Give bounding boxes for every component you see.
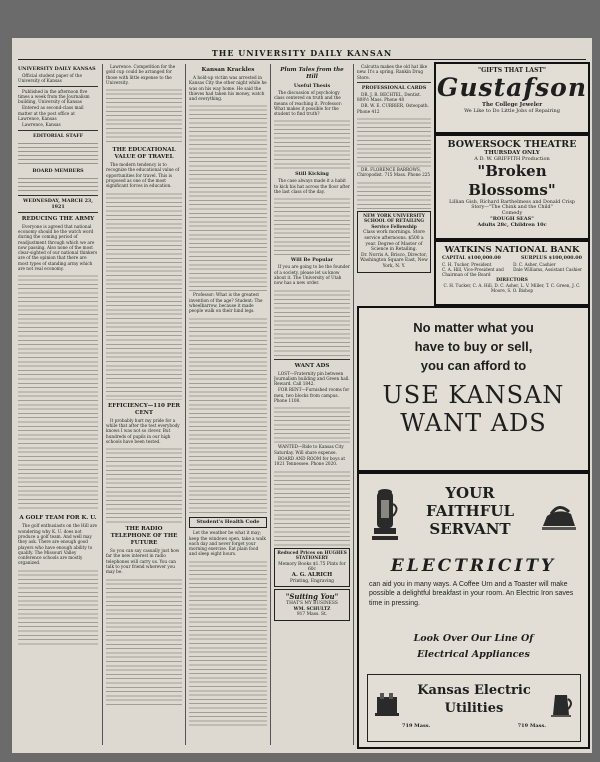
bowersock-story: Story—"The Chink and the Child" (471, 205, 553, 210)
schultz-ad-name: WM. SCHULTZ (293, 606, 331, 612)
watkins-surplus: SURPLUS $100,000.00 (520, 255, 582, 261)
col2-text-a (106, 86, 182, 144)
want-ad-wanted: WANTED—Ride to Kansas City Saturday. Will share expense. (274, 444, 344, 455)
watkins-officer-1: C. H. Tucker, President (442, 262, 492, 267)
schultz-ad-title: "Suiting You" (285, 592, 339, 602)
electric-iron-icon (539, 496, 579, 536)
col2-text-c (106, 445, 182, 523)
want-ads-text-b (274, 468, 350, 546)
col5-top-text: Calcutta makes the old hat like new. It's a spring. Rankin Drug Store. (357, 64, 428, 80)
utilities-addr-left: 719 Mass. (402, 723, 431, 729)
alrich-ad-sub: Memory Books $1.75 Pints for 60c (278, 561, 346, 573)
coffee-urn-icon (369, 486, 401, 546)
professional-cards-heading: PROFESSIONAL CARDS (361, 84, 427, 91)
nameplate: UNIVERSITY DAILY KANSAS (18, 66, 96, 72)
editorial-body-2: The golf enthusiasts on the Hill are wondering why K. U. does not produce a golf team. And well may they ask. There are enough good players who have enough ability to qualify. The Missouri Valley conference schools are mostly organized. (18, 523, 97, 566)
paper-info-1: Official student paper of the University of Kansas (18, 73, 82, 84)
schultz-ad-sub: THAT'S MY BUSINESS (286, 601, 338, 607)
krackles-headline: Kansan Krackles (201, 67, 255, 73)
bowersock-comedy-title: "ROUGH SEAS" (490, 216, 534, 222)
will-be-popular-subhead: Will Be Popular (290, 257, 334, 264)
staff-list (18, 140, 98, 166)
efficiency-body: It probably hurt my pride for a while that after the test everybody knows I was not so clever. But hundreds of pupils in our high schools have been tested. (106, 417, 180, 444)
issue-date: WEDNESDAY, MARCH 23, 1921 (23, 197, 93, 210)
watkins-capital: CAPITAL $100,000.00 (442, 255, 501, 261)
bowersock-film: "Broken Blossoms" (468, 162, 556, 199)
paper-address: Lawrence, Kansas (22, 122, 61, 128)
krackles-text-b (189, 315, 267, 515)
gustafson-ad (434, 62, 590, 134)
utilities-addr-right: 719 Mass. (517, 723, 546, 729)
want-ads-promo (357, 306, 590, 472)
board-list (18, 175, 98, 193)
plum-text-c (274, 287, 350, 357)
watkins-officer-2: C. A. Hill, Vice-President and Chairman of the Board (442, 267, 504, 277)
column-editorial (18, 64, 98, 745)
plum-text-b (274, 195, 350, 255)
paper-info-3: Entered as second-class mail matter at the post office at Lawrence, Kansas (18, 105, 84, 122)
want-promo-line-3: you can afford to (420, 358, 527, 373)
nyu-ad-sub: Service Fellowship (371, 224, 417, 230)
watkins-title: WATKINS NATIONAL BANK (444, 245, 580, 255)
col2-text-b (106, 190, 182, 400)
bowersock-title: BOWERSOCK THEATRE (447, 139, 577, 150)
watkins-directors-label: DIRECTORS (496, 278, 528, 283)
travel-headline: THE EDUCATIONAL VALUE OF TRAVEL (112, 147, 176, 161)
col2-body-0: Lawrence. Competition for the gold cup could be arranged for those with little expense to the University. (106, 64, 176, 85)
health-code-title: Student's Health Code (196, 518, 260, 525)
watkins-directors: C. H. Tucker, C. A. Hill, D. C. Asher, L. V. Miller, T. C. Green, J. C. Moore, S. O. Bishop (443, 283, 581, 293)
gustafson-line-1: The College Jeweler (481, 102, 543, 108)
gustafson-logo: Gustafson (436, 73, 588, 102)
efficiency-headline: EFFICIENCY—110 PER CENT (107, 402, 181, 416)
column-plum-tales (274, 64, 350, 745)
nyu-ad-body: Class work mornings. Store service afternoons. $500 a year. Degree of Master of Science in Retailing. (363, 230, 425, 253)
want-promo-line-1: No matter what you (413, 320, 534, 335)
utilities-name-2: Utilities (444, 701, 504, 716)
nyu-ad-title: NEW YORK UNIVERSITY SCHOOL OF RETAILING (363, 213, 425, 225)
electricity-ad (357, 472, 590, 749)
alrich-ad-title: Reduced Prices on HUGHES STATIONERY (277, 550, 347, 562)
electric-big-word: ELECTRICITY (390, 556, 557, 576)
schultz-ad (274, 589, 350, 621)
editorial-headline-2: A GOLF TEAM FOR K. U. (19, 515, 97, 522)
plum-tales-headline: Plum Tales from the Hill (280, 67, 344, 80)
plum-body-2: The case always made it a habit to kick his hat across the floor after the last class of the day. (274, 178, 350, 195)
useful-thesis-subhead: Useful Thesis (293, 83, 331, 89)
newspaper-page (12, 38, 592, 753)
bowersock-day: THURSDAY ONLY (484, 150, 540, 156)
nyu-ad-contact: Dr. Norris A. Brisco, Director, Washington Square East, New York, N. Y. (360, 252, 428, 270)
krackles-body-1: A hold-up victim was arrested in Kansas City the other night while he was on his way home. He said the thieves had taken his money, watch and everything. (189, 75, 267, 102)
masthead: THE UNIVERSITY DAILY KANSAN (211, 48, 393, 58)
want-ads-text-a (274, 404, 350, 444)
electric-line-2: Electrical Appliances (417, 649, 530, 660)
watkins-officer-4: Dale Williams, Assistant Cashier (513, 267, 582, 272)
want-promo-big-2: WANT ADS (400, 409, 547, 437)
column-cards (357, 64, 431, 309)
toaster-icon (374, 691, 400, 719)
gustafson-slogan: "GIFTS THAT LAST" (477, 67, 546, 74)
electric-head-3: SERVANT (429, 520, 511, 538)
health-code-body: Let the weather be what it may; keep the windows open, take a walk each day and never forget your morning exercise. Eat plain food and sleep eight hours. (189, 530, 266, 557)
schultz-ad-addr: 917 Mass. St. (296, 612, 328, 618)
still-kicking-subhead: Still Kicking (295, 171, 329, 178)
cards-text-b (357, 179, 431, 209)
editorial-text-block (18, 272, 98, 512)
want-promo-big-1: USE KANSAN (382, 381, 565, 409)
nyu-ad (357, 211, 431, 273)
krackles-text-a (189, 102, 267, 292)
masthead-rule (18, 59, 586, 60)
bowersock-comedy-label: Comedy (501, 210, 523, 216)
electric-line-1: Look Over Our Line Of (413, 633, 534, 644)
plum-body-3: If you are going to be the founder of a society, please let us know about it. The University of Utah now has a new order. (274, 264, 350, 286)
paper-info-2: Published in the afternoon five times a week from the Journalism building, University of Kansas (18, 88, 90, 105)
want-ad-lost: LOST—Fraternity pin between Journalism building and Green hall. Reward. Call 1842. (274, 370, 350, 387)
electric-body: can aid you in many ways. A Coffee Urn and a Toaster will make possible a delightful breakfast in your room. An Electric Iron saves time in pressing. (369, 581, 574, 607)
bowersock-price: Adults 28c, Children 10c (477, 222, 547, 228)
editorial-staff-heading: EDITORIAL STAFF (32, 132, 84, 139)
want-ads-headline: WANT ADS (294, 362, 330, 369)
editorial-headline-1: REDUCING THE ARMY (21, 215, 95, 222)
krackles-body-2: Professor: What is the greatest invention of the age? Student: The wheelbarrow, because it made people walk on their hind legs. (189, 292, 263, 314)
plum-body-1: The discussion of psychology class centered on truth and the means of reaching it. Professor: What makes it possible for the student to find truth? (274, 90, 342, 117)
health-text (189, 558, 267, 728)
board-members-heading: BOARD MEMBERS (32, 167, 84, 174)
editorial-body-1: Everyone is agreed that national economy should be the watch word during the coming period of readjustment through which we are now passing. Also none of the most clear-sighted of our national thinkers are of the opinion that there are most types of standing army which are not real economy. (18, 223, 98, 272)
professional-card-1: DR. J. R. BECHTEL, Dentist. 808½ Mass. Phone 48 (357, 91, 422, 103)
col2-text-d (106, 576, 182, 706)
bowersock-presents: A D. W. GRIFFITH Production (474, 156, 550, 162)
travel-body: The modern tendency is to recognize the educational value of opportunities for travel. This is proposed as one of the most significant forces in education. (106, 162, 180, 189)
bowersock-cast: Lillian Gish, Richard Barthelmess and Donald Crisp (449, 200, 575, 205)
gustafson-line-2: We Like to Do Little Jobs of Repairing (464, 108, 560, 114)
want-ad-for-rent: FOR RENT—Furnished rooms for men, two blocks from campus. Phone 1108. (274, 387, 350, 404)
alrich-ad-name: A. G. ALRICH (291, 571, 333, 578)
professional-card-3: DR. FLORENCE BARROWS, Chiropodist. 715 Mass. Phone 225 (357, 167, 431, 178)
utilities-box (367, 674, 581, 742)
golf-text-block (18, 567, 98, 647)
plum-text-a (274, 117, 350, 169)
watkins-officer-3: D. C. Asher, Cashier (513, 262, 556, 267)
professional-card-2: DR. W. E. CURRIER, Osteopath. Phone 412 (357, 103, 429, 114)
radio-headline: THE RADIO TELEPHONE OF THE FUTURE (110, 526, 178, 547)
radio-body: So you can say casually just how far the new interest in radio telephones will carry us. You can talk to your friend wherever you may be. (106, 548, 180, 575)
utilities-name-1: Kansas Electric (417, 683, 531, 698)
electric-head-1: YOUR (445, 484, 495, 502)
want-promo-line-2: have to buy or sell, (414, 339, 533, 354)
electric-head-2: FAITHFUL (425, 502, 515, 520)
alrich-ad-tag: Printing, Engraving (290, 578, 334, 584)
coffee-pot-icon (548, 691, 574, 719)
cards-text-a (357, 115, 431, 167)
alrich-ad (274, 548, 350, 588)
want-ad-board: BOARD AND ROOM for boys at 1021 Tennessee. Phone 2020. (274, 455, 346, 467)
health-code-box (189, 517, 267, 529)
bowersock-ad (434, 134, 590, 240)
watkins-ad (434, 240, 590, 306)
column-krackles (189, 64, 267, 745)
column-editorial-2 (106, 64, 182, 745)
